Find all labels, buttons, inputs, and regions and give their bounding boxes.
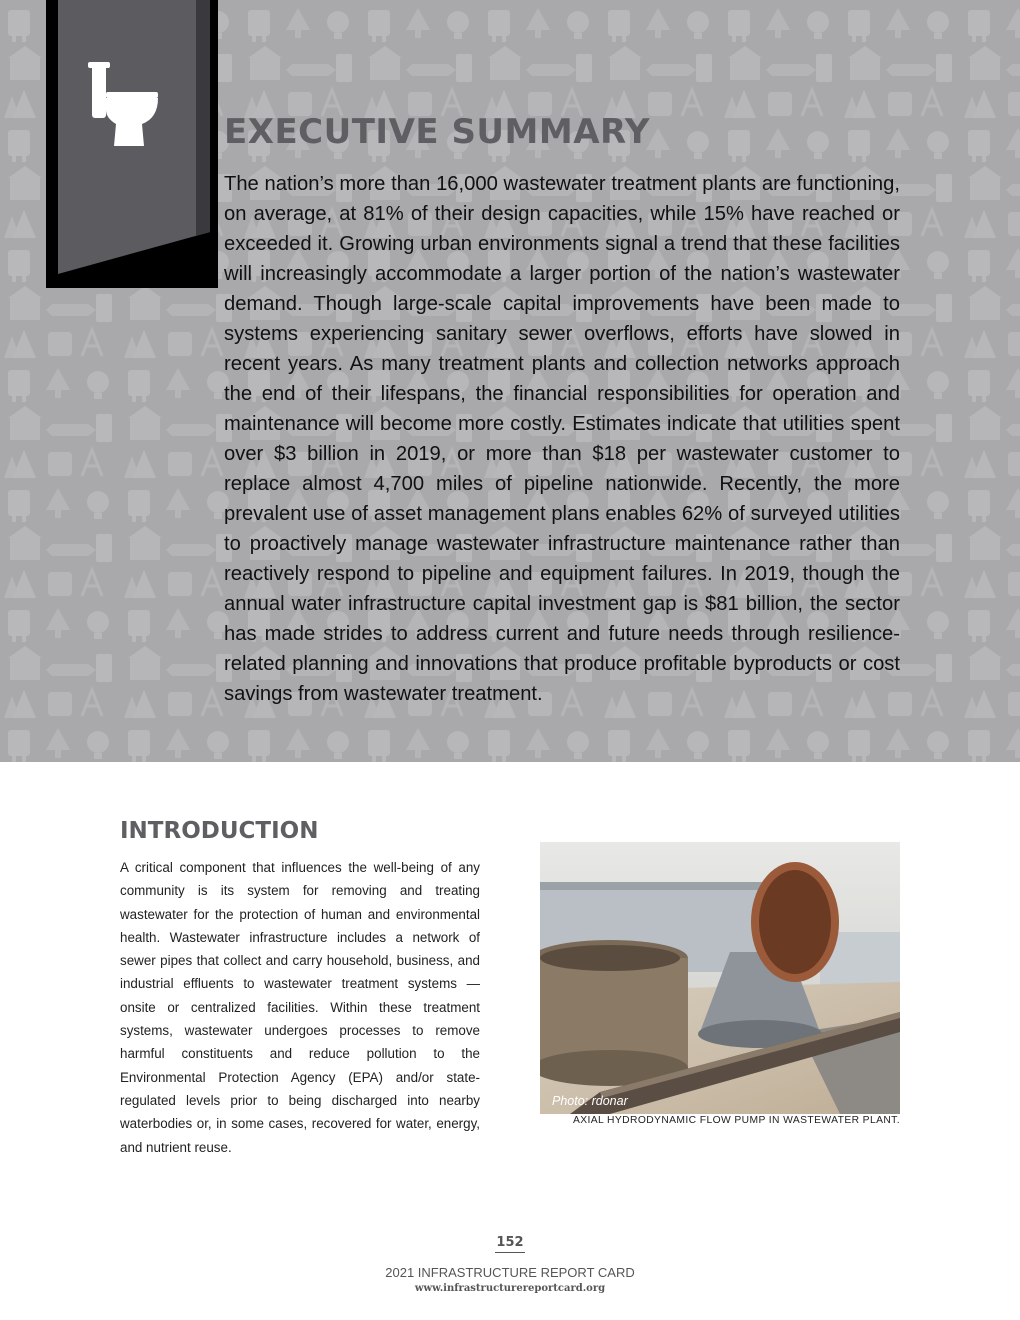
- footer-url-link[interactable]: www.infrastructurereportcard.org: [414, 1283, 606, 1294]
- executive-summary-title: EXECUTIVE SUMMARY: [224, 112, 650, 152]
- footer-report-title: 2021 INFRASTRUCTURE REPORT CARD: [385, 1265, 635, 1280]
- page-number-text: 152: [495, 1235, 524, 1253]
- page-number: [0, 1231, 1020, 1250]
- photo-caption: AXIAL HYDRODYNAMIC FLOW PUMP IN WASTEWATER PLANT.: [572, 1115, 900, 1126]
- pump-photo-illustration: [540, 842, 900, 1114]
- executive-summary-body: The nation’s more than 16,000 wastewater treatment plants are functioning, on average, at 81% of their design capacities, while 15% have reached or exceeded it. Growing urban environments signal a trend that these facilities will increasingly accommodate a larger portion of the nation’s wastewater demand. Though large-scale capital improvements have been made to systems experiencing sanitary sewer overflows, efforts have slowed in recent years. As many treatment plants and collection networks approach the end of their lifespans, the financial responsibilities for operation and maintenance will become more costly. Estimates indicate that utilities spent over $3 billion in 2019, or more than $18 per wastewater customer to replace almost 4,700 miles of pipeline nationwide. Recently, the more prevalent use of asset management plans enables 62% of surveyed utilities to proactively manage wastewater infrastructure maintenance rather than reactively respond to pipeline and equipment failures. In 2019, though the annual water infrastructure capital investment gap is $81 billion, the sector has made strides to address current and future needs through resilience-related planning and innovations that produce profitable byproducts or cost savings from wastewater treatment.: [224, 173, 900, 705]
- photo-credit: Photo: rdonar: [552, 1094, 628, 1108]
- pump-photo: [540, 842, 900, 1114]
- banner-ribbon: [58, 0, 210, 274]
- category-banner: [46, 0, 218, 288]
- introduction-title: INTRODUCTION: [120, 818, 319, 844]
- introduction-body: A critical component that influences the well-being of any community is its system for removing and treating wastewater for the protection of human and environmental health. Wastewater infrastructure includes a network of sewer pipes that collect and carry household, business, and industrial effluents to wastewater treatment systems — onsite or centralized facilities. Within these treatment systems, wastewater undergoes processes to remove harmful constituents and reduce pollution to the Environmental Protection Agency (EPA) and/or state-regulated levels prior to being discharged into nearby waterbodies or, in some cases, recovered for water, energy, and nutrient reuse.: [120, 860, 480, 1155]
